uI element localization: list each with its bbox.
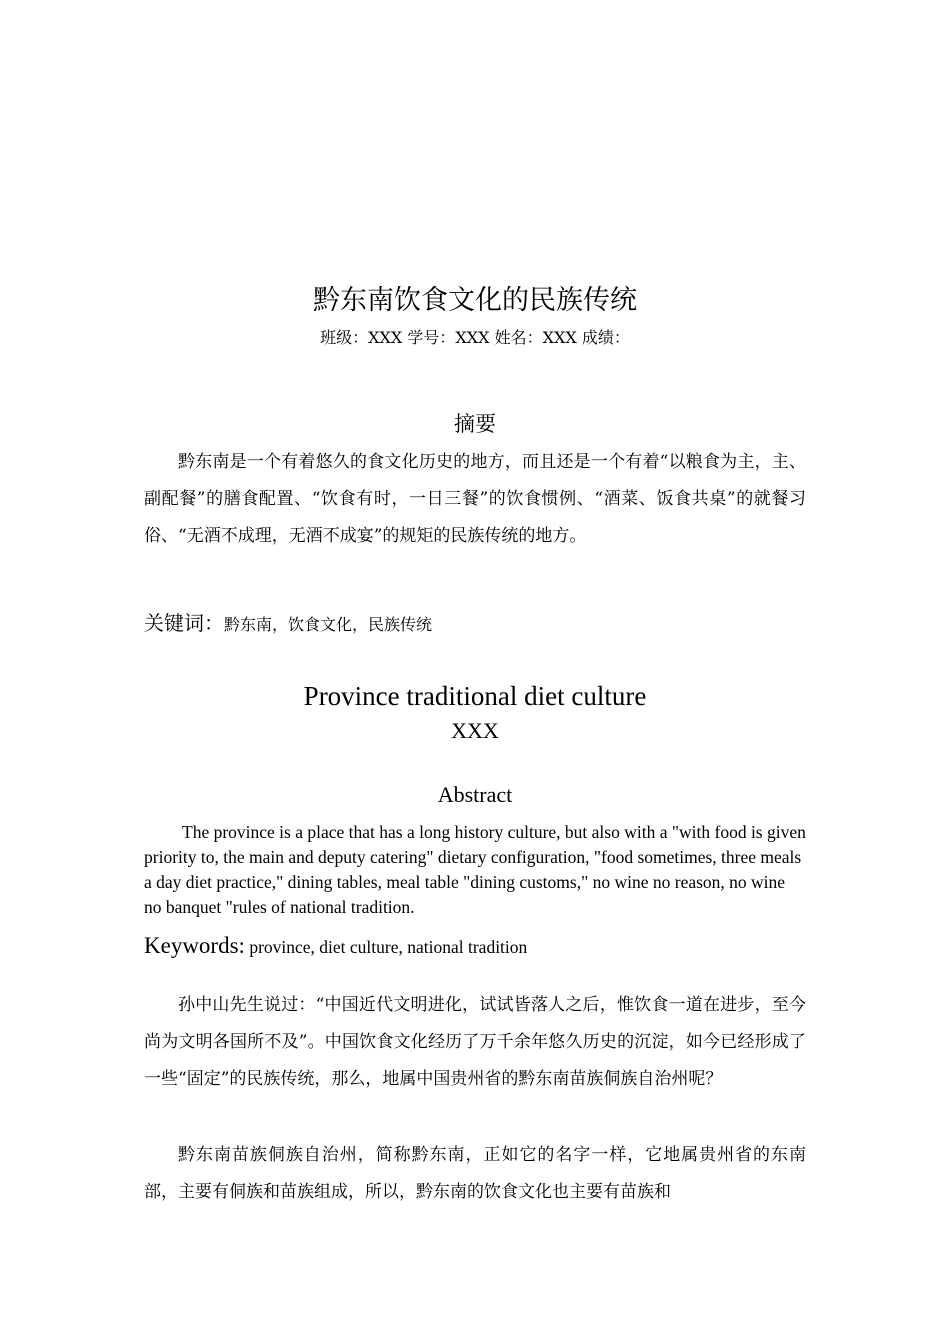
abstract-body-cn: 黔东南是一个有着悠久的食文化历史的地方，而且还是一个有着“以粮食为主，主、副配餐”的膳食配置、“饮食有时，一日三餐”的饮食惯例、“酒菜、饭食共桌”的就餐习俗、“无酒不成理，无酒不成宴”的规矩的民族传统的地方。 [144, 452, 806, 546]
page-title-cn: 黔东南饮食文化的民族传统 [313, 285, 637, 316]
keywords-cn [144, 606, 806, 642]
author-en: XXX [451, 718, 499, 743]
body-paragraph: 孙中山先生说过：“中国近代文明进化，试试皆落人之后，惟饮食一道在进步，至今尚为文明各国所不及”。中国饮食文化经历了万千余年悠久历史的沉淀，如今已经形成了一些“固定”的民族传统，那么，地属中国贵州省的黔东南苗族侗族自治州呢？ [144, 995, 806, 1089]
keywords-label-cn: 关键词： [144, 611, 224, 635]
abstract-body-en: The province is a place that has a long history culture, but also with a "with food is given priority to, the main and deputy catering" dietary configuration, "food sometimes, three meals a day diet practice," dining tables, meal table "dining customs," no wine no reason, no wine no banquet "rules of national tradition. [144, 822, 806, 917]
abstract-heading-en: Abstract [437, 782, 513, 807]
abstract-heading-cn: 摘要 [454, 412, 496, 436]
page-title-en: Province traditional diet culture [303, 681, 647, 711]
keywords-label-en: Keywords: [144, 933, 245, 958]
keywords-value-cn: 黔东南，饮食文化，民族传统 [224, 615, 433, 634]
keywords-en [144, 929, 806, 964]
body-paragraph: 黔东南苗族侗族自治州，简称黔东南，正如它的名字一样，它地属贵州省的东南部，主要有侗族和苗族组成，所以，黔东南的饮食文化也主要有苗族和 [144, 1145, 806, 1202]
student-info-line: 班级：XXX 学号：XXX 姓名：XXX 成绩： [320, 328, 630, 347]
keywords-value-en: province, diet culture, national tradition [244, 937, 528, 957]
